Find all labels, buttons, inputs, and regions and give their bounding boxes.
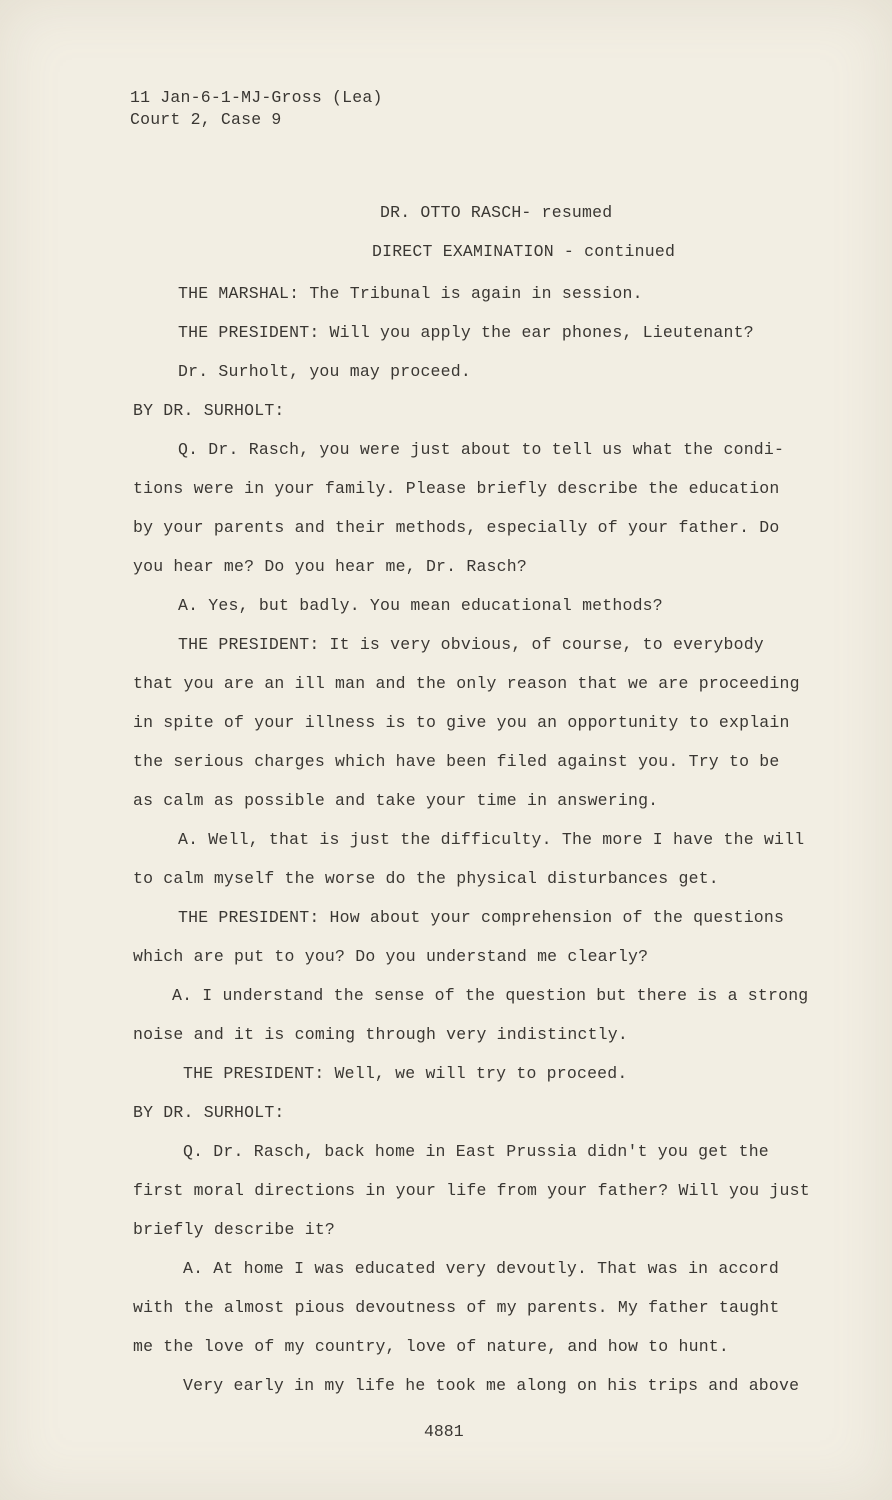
transcript-line: A. I understand the sense of the question but there is a strong <box>172 986 809 1005</box>
transcript-line: A. Yes, but badly. You mean educational methods? <box>178 596 663 615</box>
header-court-case: Court 2, Case 9 <box>130 110 282 129</box>
transcript-line: THE PRESIDENT: It is very obvious, of course, to everybody <box>178 635 764 654</box>
transcript-line: THE PRESIDENT: Will you apply the ear phones, Lieutenant? <box>178 323 754 342</box>
page-number: 4881 <box>424 1422 464 1441</box>
header-reference: 11 Jan-6-1-MJ-Gross (Lea) <box>130 88 383 107</box>
transcript-line: me the love of my country, love of nature, and how to hunt. <box>133 1337 729 1356</box>
transcript-line: THE MARSHAL: The Tribunal is again in session. <box>178 284 643 303</box>
transcript-line: BY DR. SURHOLT: <box>133 401 285 420</box>
transcript-line: by your parents and their methods, especially of your father. Do <box>133 518 780 537</box>
transcript-line: A. Well, that is just the difficulty. The more I have the will <box>178 830 805 849</box>
transcript-line: that you are an ill man and the only reason that we are proceeding <box>133 674 800 693</box>
transcript-line: Q. Dr. Rasch, you were just about to tell us what the condi- <box>178 440 785 459</box>
transcript-line: Q. Dr. Rasch, back home in East Prussia didn't you get the <box>183 1142 769 1161</box>
transcript-line: Very early in my life he took me along on his trips and above <box>183 1376 800 1395</box>
witness-heading: DR. OTTO RASCH- resumed <box>380 203 613 222</box>
transcript-line: Dr. Surholt, you may proceed. <box>178 362 471 381</box>
transcript-line: with the almost pious devoutness of my parents. My father taught <box>133 1298 780 1317</box>
transcript-line: tions were in your family. Please briefly describe the education <box>133 479 780 498</box>
transcript-line: you hear me? Do you hear me, Dr. Rasch? <box>133 557 527 576</box>
transcript-line: noise and it is coming through very indistinctly. <box>133 1025 628 1044</box>
transcript-line: A. At home I was educated very devoutly. That was in accord <box>183 1259 779 1278</box>
transcript-line: THE PRESIDENT: Well, we will try to proceed. <box>183 1064 628 1083</box>
transcript-line: the serious charges which have been filed against you. Try to be <box>133 752 780 771</box>
transcript-line: to calm myself the worse do the physical disturbances get. <box>133 869 719 888</box>
transcript-line: which are put to you? Do you understand me clearly? <box>133 947 649 966</box>
transcript-line: briefly describe it? <box>133 1220 336 1239</box>
transcript-line: THE PRESIDENT: How about your comprehension of the questions <box>178 908 785 927</box>
transcript-line: in spite of your illness is to give you an opportunity to explain <box>133 713 790 732</box>
transcript-line: as calm as possible and take your time in answering. <box>133 791 659 810</box>
transcript-line: first moral directions in your life from your father? Will you just <box>133 1181 810 1200</box>
transcript-line: BY DR. SURHOLT: <box>133 1103 285 1122</box>
examination-heading: DIRECT EXAMINATION - continued <box>372 242 676 261</box>
